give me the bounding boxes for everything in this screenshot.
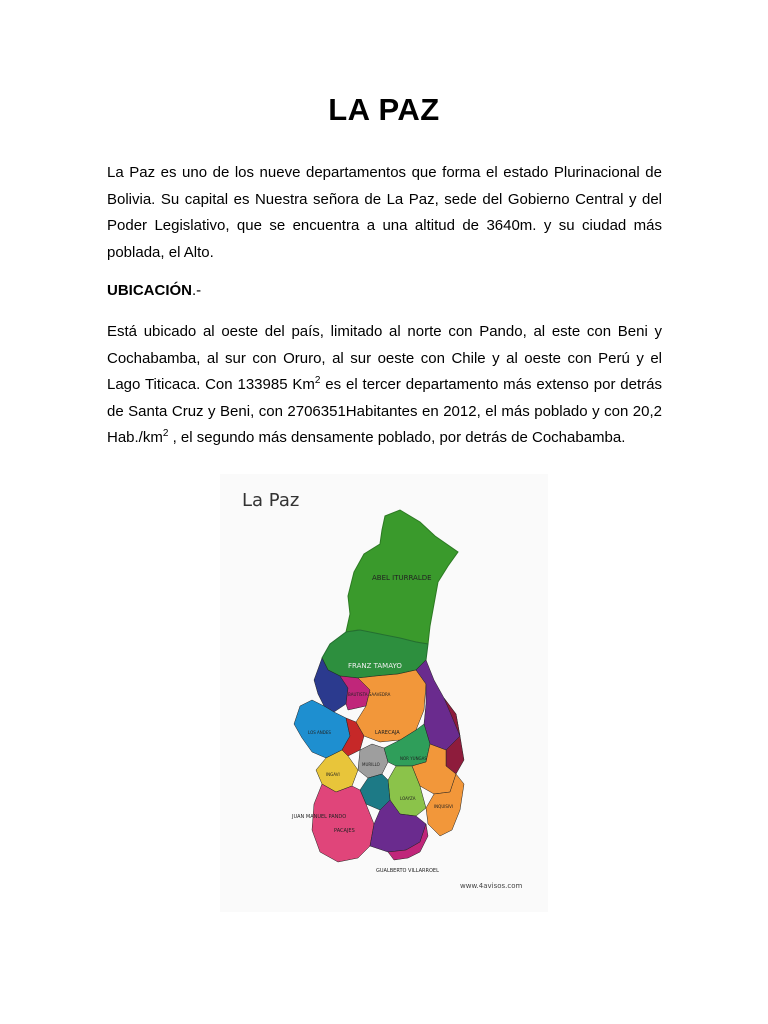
label-nor-yungas: NOR YUNGAS [400, 756, 427, 761]
la-paz-map [220, 474, 548, 912]
label-juan-manuel-pando: JUAN MANUEL PANDO [292, 814, 347, 820]
section-heading [107, 282, 201, 299]
location-text-3: , el segundo más densamente poblado, por detrás de Cochabamba. [168, 429, 626, 446]
label-bautista-saavedra: BAUTISTA SAAVEDRA [348, 692, 391, 697]
location-text-2: es el tercer departamento más extenso por detrás de Santa Cruz y Beni, con 2706351Habitantes en 2012, el más poblado y con 20,2 Hab./km [107, 376, 662, 446]
label-ingavi: INGAVI [326, 772, 340, 777]
label-los-andes: LOS ANDES [308, 730, 331, 735]
superscript-2: 2 [162, 428, 169, 439]
map-credit: www.4avisos.com [460, 882, 523, 890]
label-murillo: MURILLO [362, 762, 380, 767]
label-franz-tamayo: FRANZ TAMAYO [348, 662, 402, 670]
label-loayza: LOAYZA [400, 796, 416, 801]
intro-paragraph: La Paz es uno de los nueve departamentos que forma el estado Plurinacional de Bolivia. Su capital es Nuestra señora de La Paz, sede del Gobierno Central y del Poder Legislativo, que se encuentra a una altitud de 3640m. y su ciudad más poblada, el Alto. [107, 164, 662, 261]
page-title: LA PAZ [328, 92, 440, 127]
superscript-1: 2 [314, 375, 321, 386]
label-inquisivi: INQUISIVI [434, 804, 454, 809]
label-larecaja: LARECAJA [375, 730, 400, 736]
section-heading-text: UBICACIÓN [107, 282, 192, 299]
label-pacajes: PACAJES [334, 828, 355, 834]
label-abel-iturralde: ABEL ITURRALDE [372, 574, 432, 582]
location-paragraph [107, 319, 662, 452]
label-gualberto-villarroel: GUALBERTO VILLARROEL [376, 868, 439, 874]
location-text-1: Está ubicado al oeste del país, limitado al norte con Pando, al este con Beni y Cochabamba, al sur con Oruro, al sur oeste con Chile y al oeste con Perú y el Lago Titicaca. Con 133985 Km [107, 323, 662, 393]
map-title: La Paz [242, 490, 300, 511]
section-heading-suffix: .- [192, 282, 202, 299]
